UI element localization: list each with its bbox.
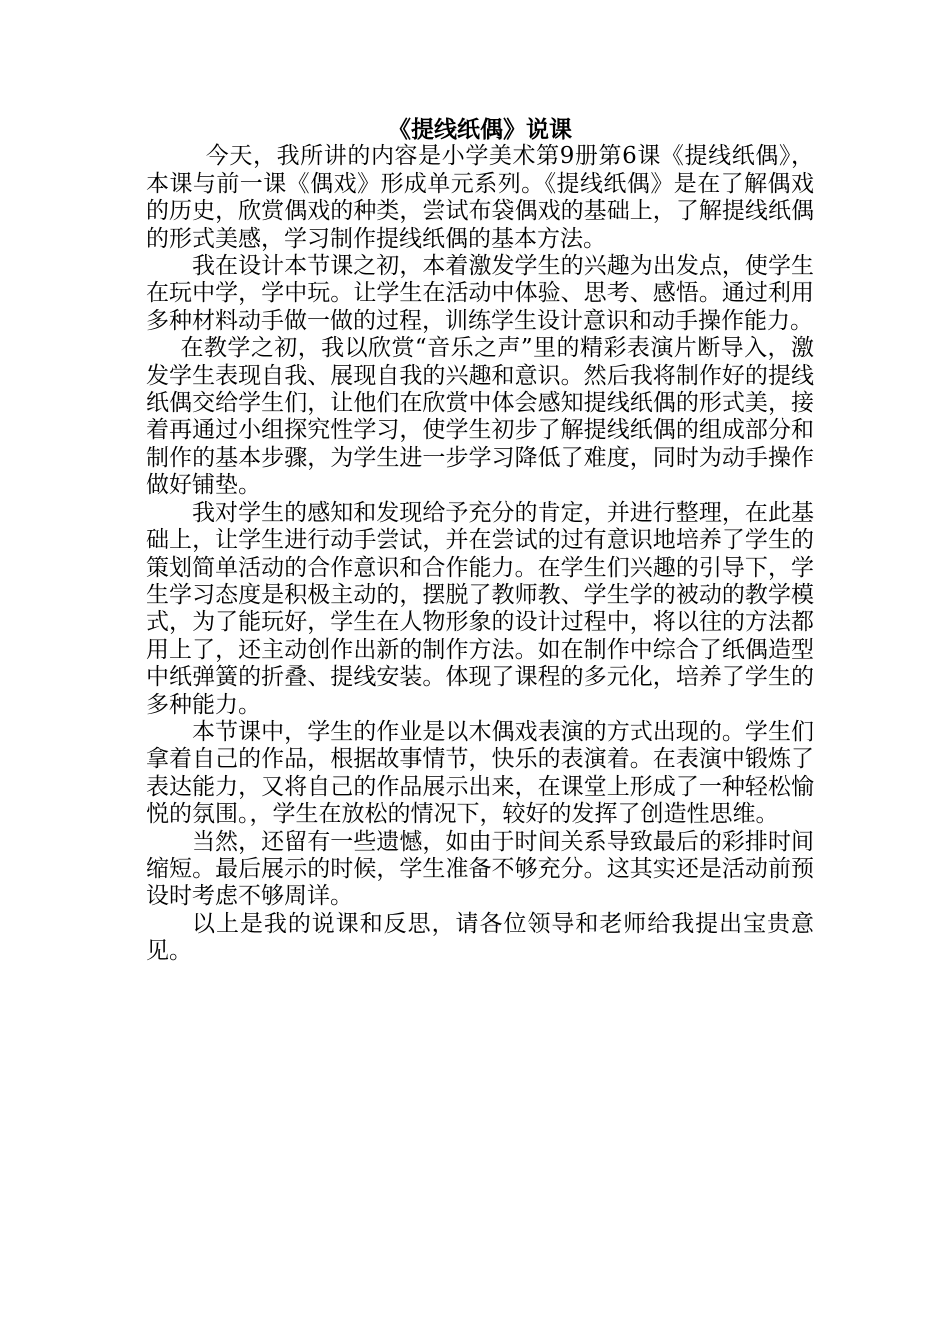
paragraph-design: 我在设计本节课之初，本着激发学生的兴趣为出发点，使学生在玩中学，学中玩。让学生在活动中体验、思考、感悟。通过利用多种材料动手做一做的过程，训练学生设计意识和动手操作能力。 bbox=[146, 253, 814, 334]
paragraph-performance: 本节课中，学生的作业是以木偶戏表演的方式出现的。学生们拿着自己的作品，根据故事情节，快乐的表演着。在表演中锻炼了表达能力，又将自己的作品展示出来，在课堂上形成了一种轻松愉悦的氛围。，学生在放松的情况下，较好的发挥了创造性思维。 bbox=[146, 718, 814, 828]
document-title: 《提线纸偶》说课 bbox=[388, 116, 572, 143]
paragraph-closing: 以上是我的说课和反思，请各位领导和老师给我提出宝贵意见。 bbox=[146, 910, 814, 965]
paragraph-teaching-start: 在教学之初，我以欣赏“音乐之声”里的精彩表演片断导入，激发学生表现自我、展现自我的兴趣和意识。然后我将制作好的提线纸偶交给学生们，让他们在欣赏中体会感知提线纸偶的形式美，接着再通过小组探究性学习，使学生初步了解提线纸偶的组成部分和制作的基本步骤，为学生进一步学习降低了难度，同时为动手操作做好铺垫。 bbox=[146, 335, 814, 499]
paragraph-intro: 今天，我所讲的内容是小学美术第9册第6课《提线纸偶》，本课与前一课《偶戏》形成单元系列。《提线纸偶》是在了解偶戏的历史，欣赏偶戏的种类，尝试布袋偶戏的基础上，了解提线纸偶的形式美感，学习制作提线纸偶的基本方法。 bbox=[146, 143, 814, 252]
paragraph-regrets: 当然，还留有一些遗憾，如由于时间关系导致最后的彩排时间缩短。最后展示的时候，学生准备不够充分。这其实还是活动前预设时考虑不够周详。 bbox=[146, 828, 814, 910]
document-body bbox=[146, 116, 814, 966]
paragraph-student-practice: 我对学生的感知和发现给予充分的肯定，并进行整理，在此基础上，让学生进行动手尝试，并在尝试的过有意识地培养了学生的策划简单活动的合作意识和合作能力。在学生们兴趣的引导下，学生学习态度是积极主动的，摆脱了教师教、学生学的被动的教学模式，为了能玩好，学生在人物形象的设计过程中，将以往的方法都用上了，还主动创作出新的制作方法。如在制作中综合了纸偶造型中纸弹簧的折叠、提线安装。体现了课程的多元化，培养了学生的多种能力。 bbox=[146, 499, 814, 718]
